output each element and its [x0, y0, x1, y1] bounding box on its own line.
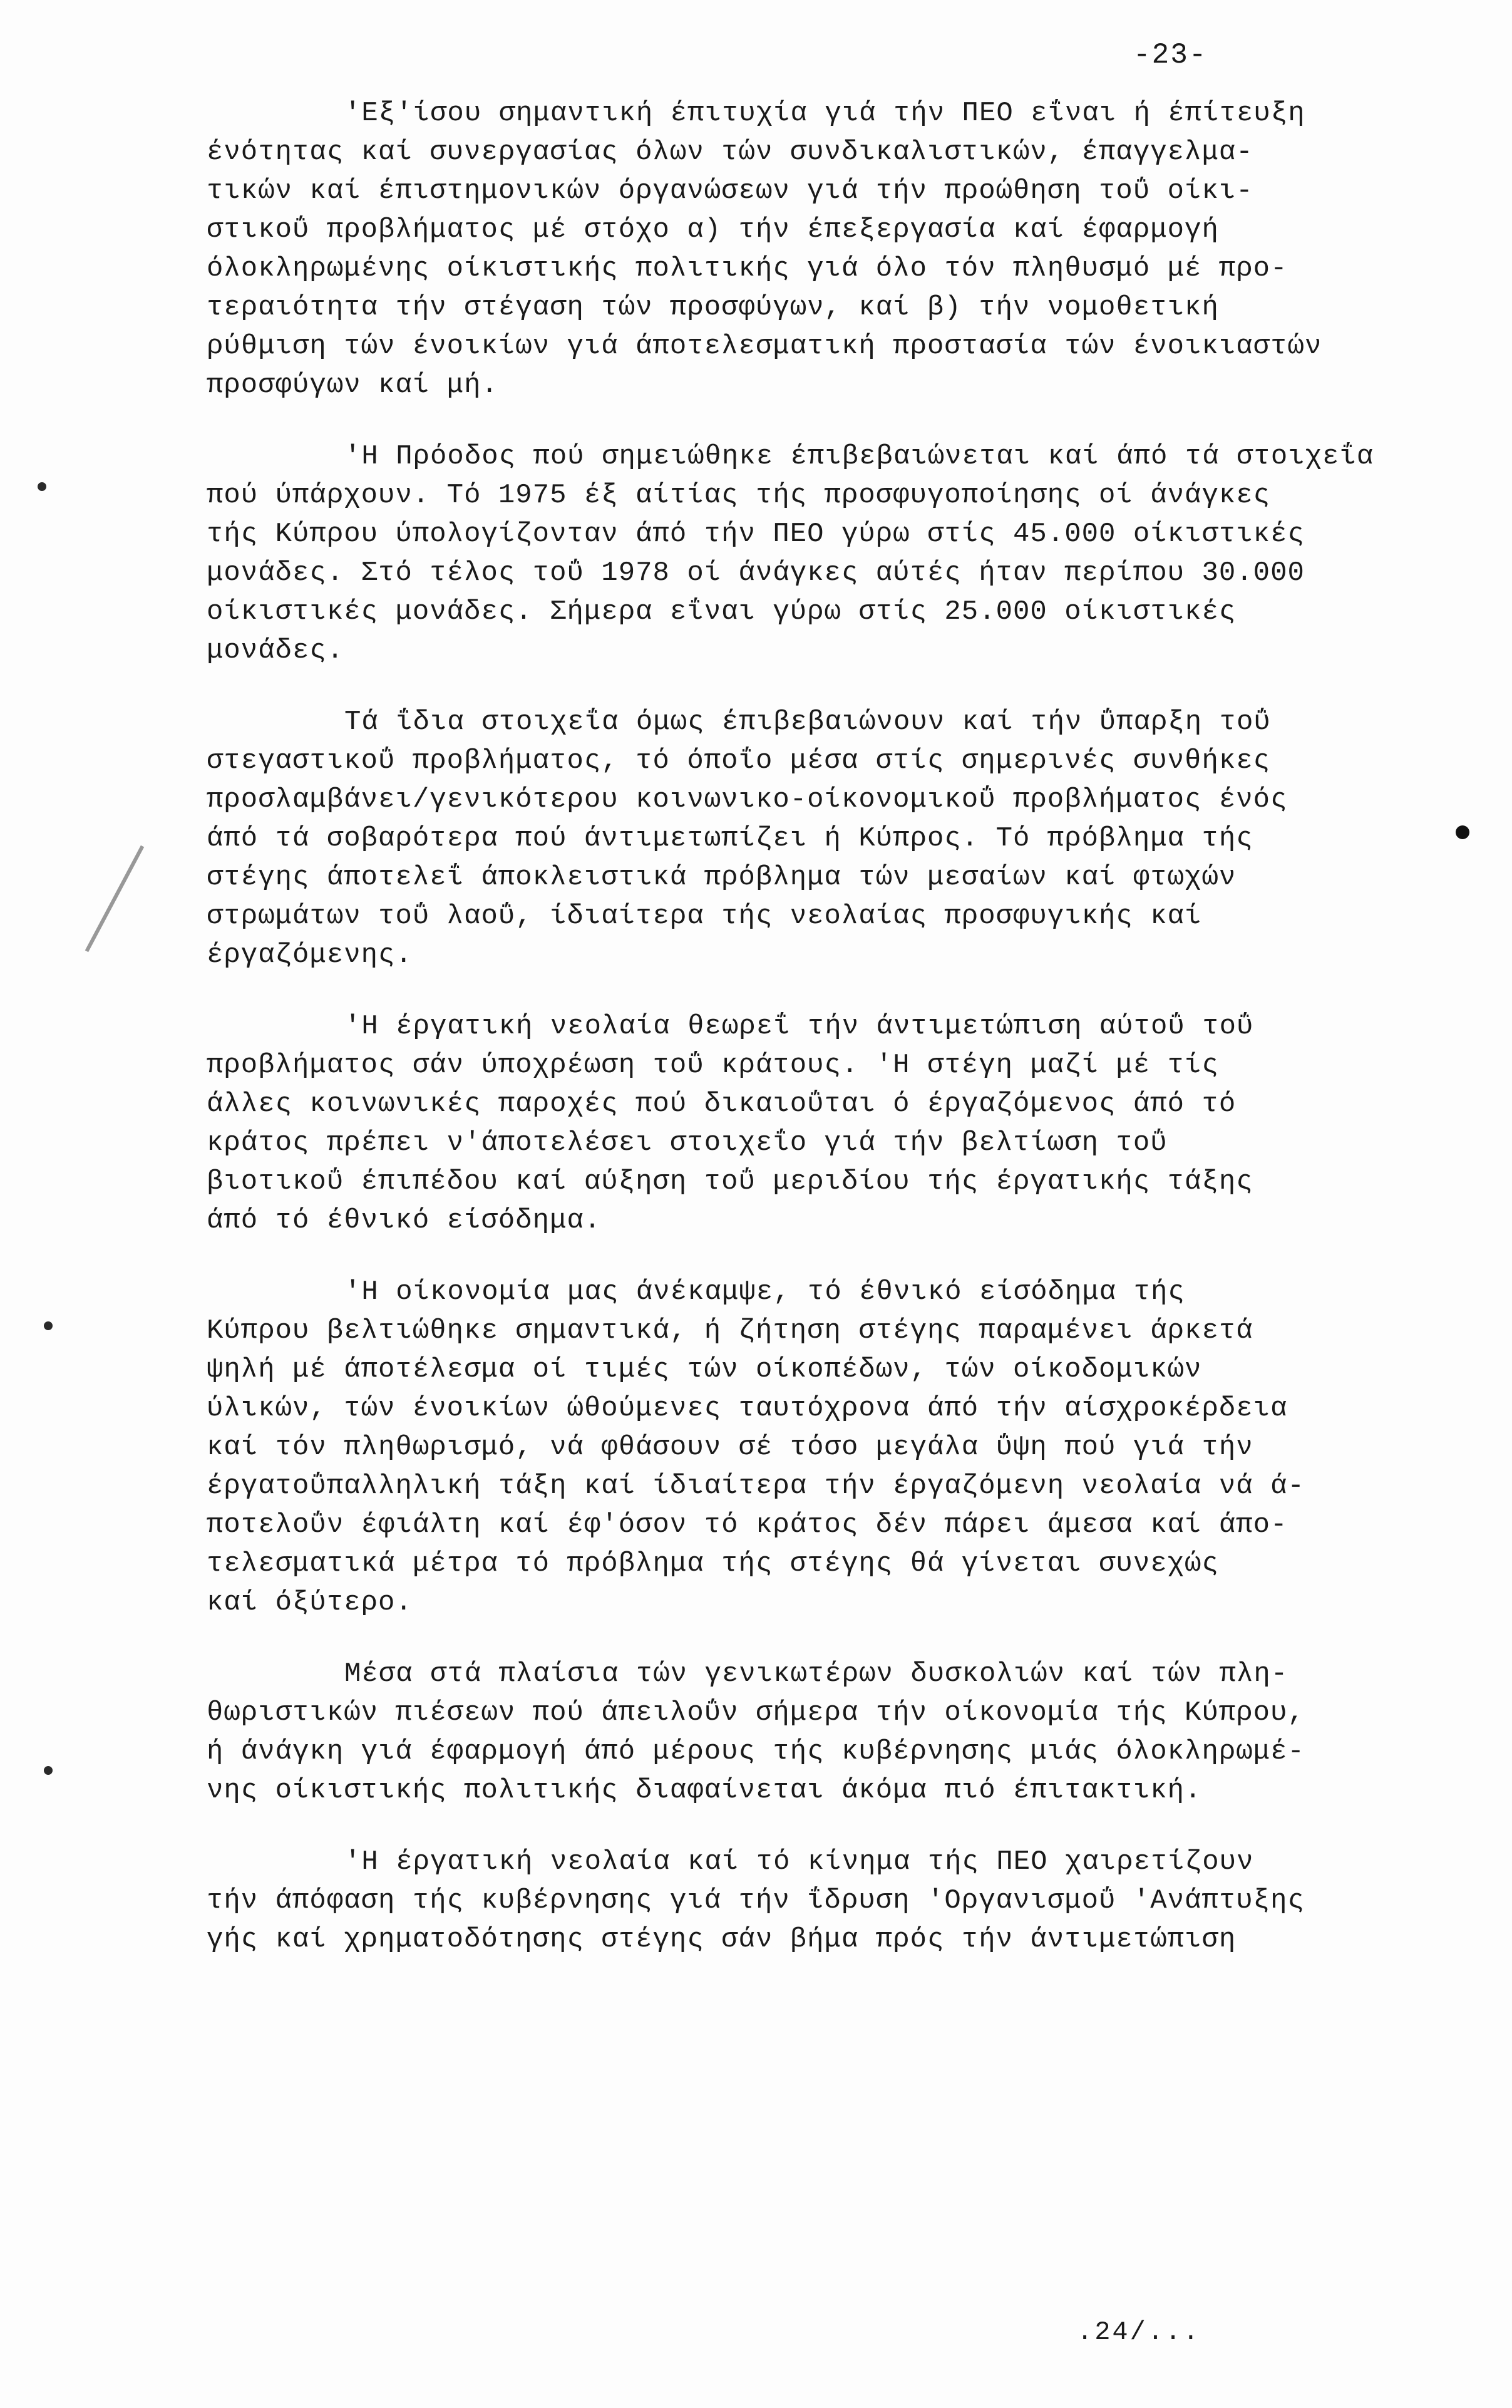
margin-scan-mark — [85, 845, 144, 953]
text-line: θωριστικών πιέσεων πού άπειλοΰν σήμερα τήν οίκονομία τής Κύπρου, — [207, 1697, 1305, 1728]
text-line: 'Η οίκονομία μας άνέκαμψε, τό έθνικό είσόδημα τής — [344, 1276, 1185, 1308]
text-line: ψηλή μέ άποτέλεσμα οί τιμές τών οίκοπέδων, τών οίκοδομικών — [207, 1354, 1202, 1385]
text-line: γής καί χρηματοδότησης στέγης σάν βήμα πρός τήν άντιμετώπιση — [207, 1924, 1237, 1955]
paragraph — [207, 1842, 1396, 1959]
text-line: έργαζόμενης. — [207, 939, 413, 971]
text-line: καί όξύτερο. — [207, 1587, 413, 1618]
paragraph — [207, 1273, 1396, 1622]
text-line: άλλες κοινωνικές παροχές πού δικαιοΰται ό έργαζόμενος άπό τό — [207, 1088, 1237, 1120]
document-body — [207, 94, 1396, 1992]
text-line: έργατοΰπαλληλική τάξη καί ίδιαίτερα τήν έργαζόμενη νεολαία νά ά- — [207, 1470, 1305, 1502]
text-line: 'Η έργατική νεολαία θεωρεΐ τήν άντιμετώπιση αύτοΰ τοΰ — [344, 1011, 1254, 1042]
text-line: μονάδες. — [207, 635, 344, 666]
text-line: βιοτικοΰ έπιπέδου καί αύξηση τοΰ μεριδίου τής έργατικής τάξης — [207, 1166, 1253, 1197]
text-line: 'Η Πρόοδος πού σημειώθηκε έπιβεβαιώνεται καί άπό τά στοιχεΐα — [344, 441, 1374, 472]
text-line: στρωμάτων τοΰ λαοΰ, ίδιαίτερα τής νεολαίας προσφυγικής καί — [207, 901, 1202, 932]
text-line: νης οίκιστικής πολιτικής διαφαίνεται άκόμα πιό έπιτακτική. — [207, 1775, 1202, 1806]
text-line: κράτος πρέπει ν'άποτελέσει στοιχεΐο γιά τήν βελτίωση τοΰ — [207, 1127, 1168, 1159]
continuation-marker: .24/... — [1077, 2317, 1201, 2347]
text-line: τικών καί έπιστημονικών όργανώσεων γιά τήν προώθηση τοΰ οίκι- — [207, 175, 1253, 207]
text-line: ένότητας καί συνεργασίας όλων τών συνδικαλιστικών, έπαγγελμα- — [207, 137, 1253, 168]
ink-blot — [1456, 825, 1469, 839]
text-line: προσφύγων καί μή. — [207, 369, 498, 401]
text-line: τελεσματικά μέτρα τό πρόβλημα τής στέγης θά γίνεται συνεχώς — [207, 1548, 1219, 1579]
text-line: τής Κύπρου ύπολογίζονταν άπό τήν ΠΕΟ γύρω στίς 45.000 οίκιστικές — [207, 519, 1305, 550]
text-line: ρύθμιση τών ένοικίων γιά άποτελεσματική προστασία τών ένοικιαστών — [207, 331, 1322, 362]
text-line: Μέσα στά πλαίσια τών γενικωτέρων δυσκολιών καί τών πλη- — [344, 1658, 1288, 1690]
text-line: οίκιστικές μονάδες. Σήμερα εΐναι γύρω στίς 25.000 οίκιστικές — [207, 596, 1237, 628]
text-line: Τά ΐδια στοιχεΐα όμως έπιβεβαιώνουν καί τήν ΰπαρξη τοΰ — [344, 706, 1271, 738]
text-line: άπό τό έθνικό είσόδημα. — [207, 1205, 602, 1236]
text-line: στικοΰ προβλήματος μέ στόχο α) τήν έπεξεργασία καί έφαρμογή — [207, 214, 1219, 245]
text-line: 'Εξ'ίσου σημαντική έπιτυχία γιά τήν ΠΕΟ εΐναι ή έπίτευξη — [344, 98, 1305, 129]
text-line: προβλήματος σάν ύποχρέωση τοΰ κράτους. 'Η στέγη μαζί μέ τίς — [207, 1050, 1219, 1081]
text-line: καί τόν πληθωρισμό, νά φθάσουν σέ τόσο μεγάλα ΰψη πού γιά τήν — [207, 1432, 1253, 1463]
text-line: άπό τά σοβαρότερα πού άντιμετωπίζει ή Κύπρος. Τό πρόβλημα τής — [207, 823, 1253, 854]
paragraph — [207, 703, 1396, 974]
text-line: όλοκληρωμένης οίκιστικής πολιτικής γιά όλο τόν πληθυσμό μέ προ- — [207, 253, 1288, 284]
text-line: προσλαμβάνει/γενικότερου κοινωνικο-οίκονομικοΰ προβλήματος ένός — [207, 784, 1288, 815]
text-line: 'Η έργατική νεολαία καί τό κίνημα τής ΠΕΟ χαιρετίζουν — [344, 1846, 1254, 1878]
margin-dot — [44, 1766, 53, 1775]
text-line: πού ύπάρχουν. Τό 1975 έξ αίτίας τής προσφυγοποίησης οί άνάγκες — [207, 480, 1271, 511]
text-line: μονάδες. Στό τέλος τοΰ 1978 οί άνάγκες αύτές ήταν περίπου 30.000 — [207, 557, 1305, 589]
text-line: ή άνάγκη γιά έφαρμογή άπό μέρους τής κυβέρνησης μιάς όλοκληρωμέ- — [207, 1736, 1305, 1767]
text-line: ύλικών, τών ένοικίων ώθούμενες ταυτόχρονα άπό τήν αίσχροκέρδεια — [207, 1393, 1288, 1424]
paragraph — [207, 94, 1396, 405]
margin-dot — [38, 482, 46, 491]
paragraph — [207, 1655, 1396, 1810]
text-line: στεγαστικοΰ προβλήματος, τό όποΐο μέσα στίς σημερινές συνθήκες — [207, 745, 1271, 777]
paragraph — [207, 1007, 1396, 1240]
text-line: τήν άπόφαση τής κυβέρνησης γιά τήν ΐδρυση 'Οργανισμοΰ 'Ανάπτυξης — [207, 1885, 1305, 1916]
text-line: τεραιότητα τήν στέγαση τών προσφύγων, καί β) τήν νομοθετική — [207, 292, 1219, 323]
text-line: Κύπρου βελτιώθηκε σημαντικά, ή ζήτηση στέγης παραμένει άρκετά — [207, 1315, 1253, 1346]
page-number: -23- — [1133, 39, 1208, 71]
paragraph — [207, 437, 1396, 670]
text-line: στέγης άποτελεΐ άποκλειστικά πρόβλημα τών μεσαίων καί φτωχών — [207, 862, 1237, 893]
margin-dot — [44, 1321, 53, 1330]
text-line: ποτελοΰν έφιάλτη καί έφ'όσον τό κράτος δέν πάρει άμεσα καί άπο- — [207, 1509, 1288, 1541]
